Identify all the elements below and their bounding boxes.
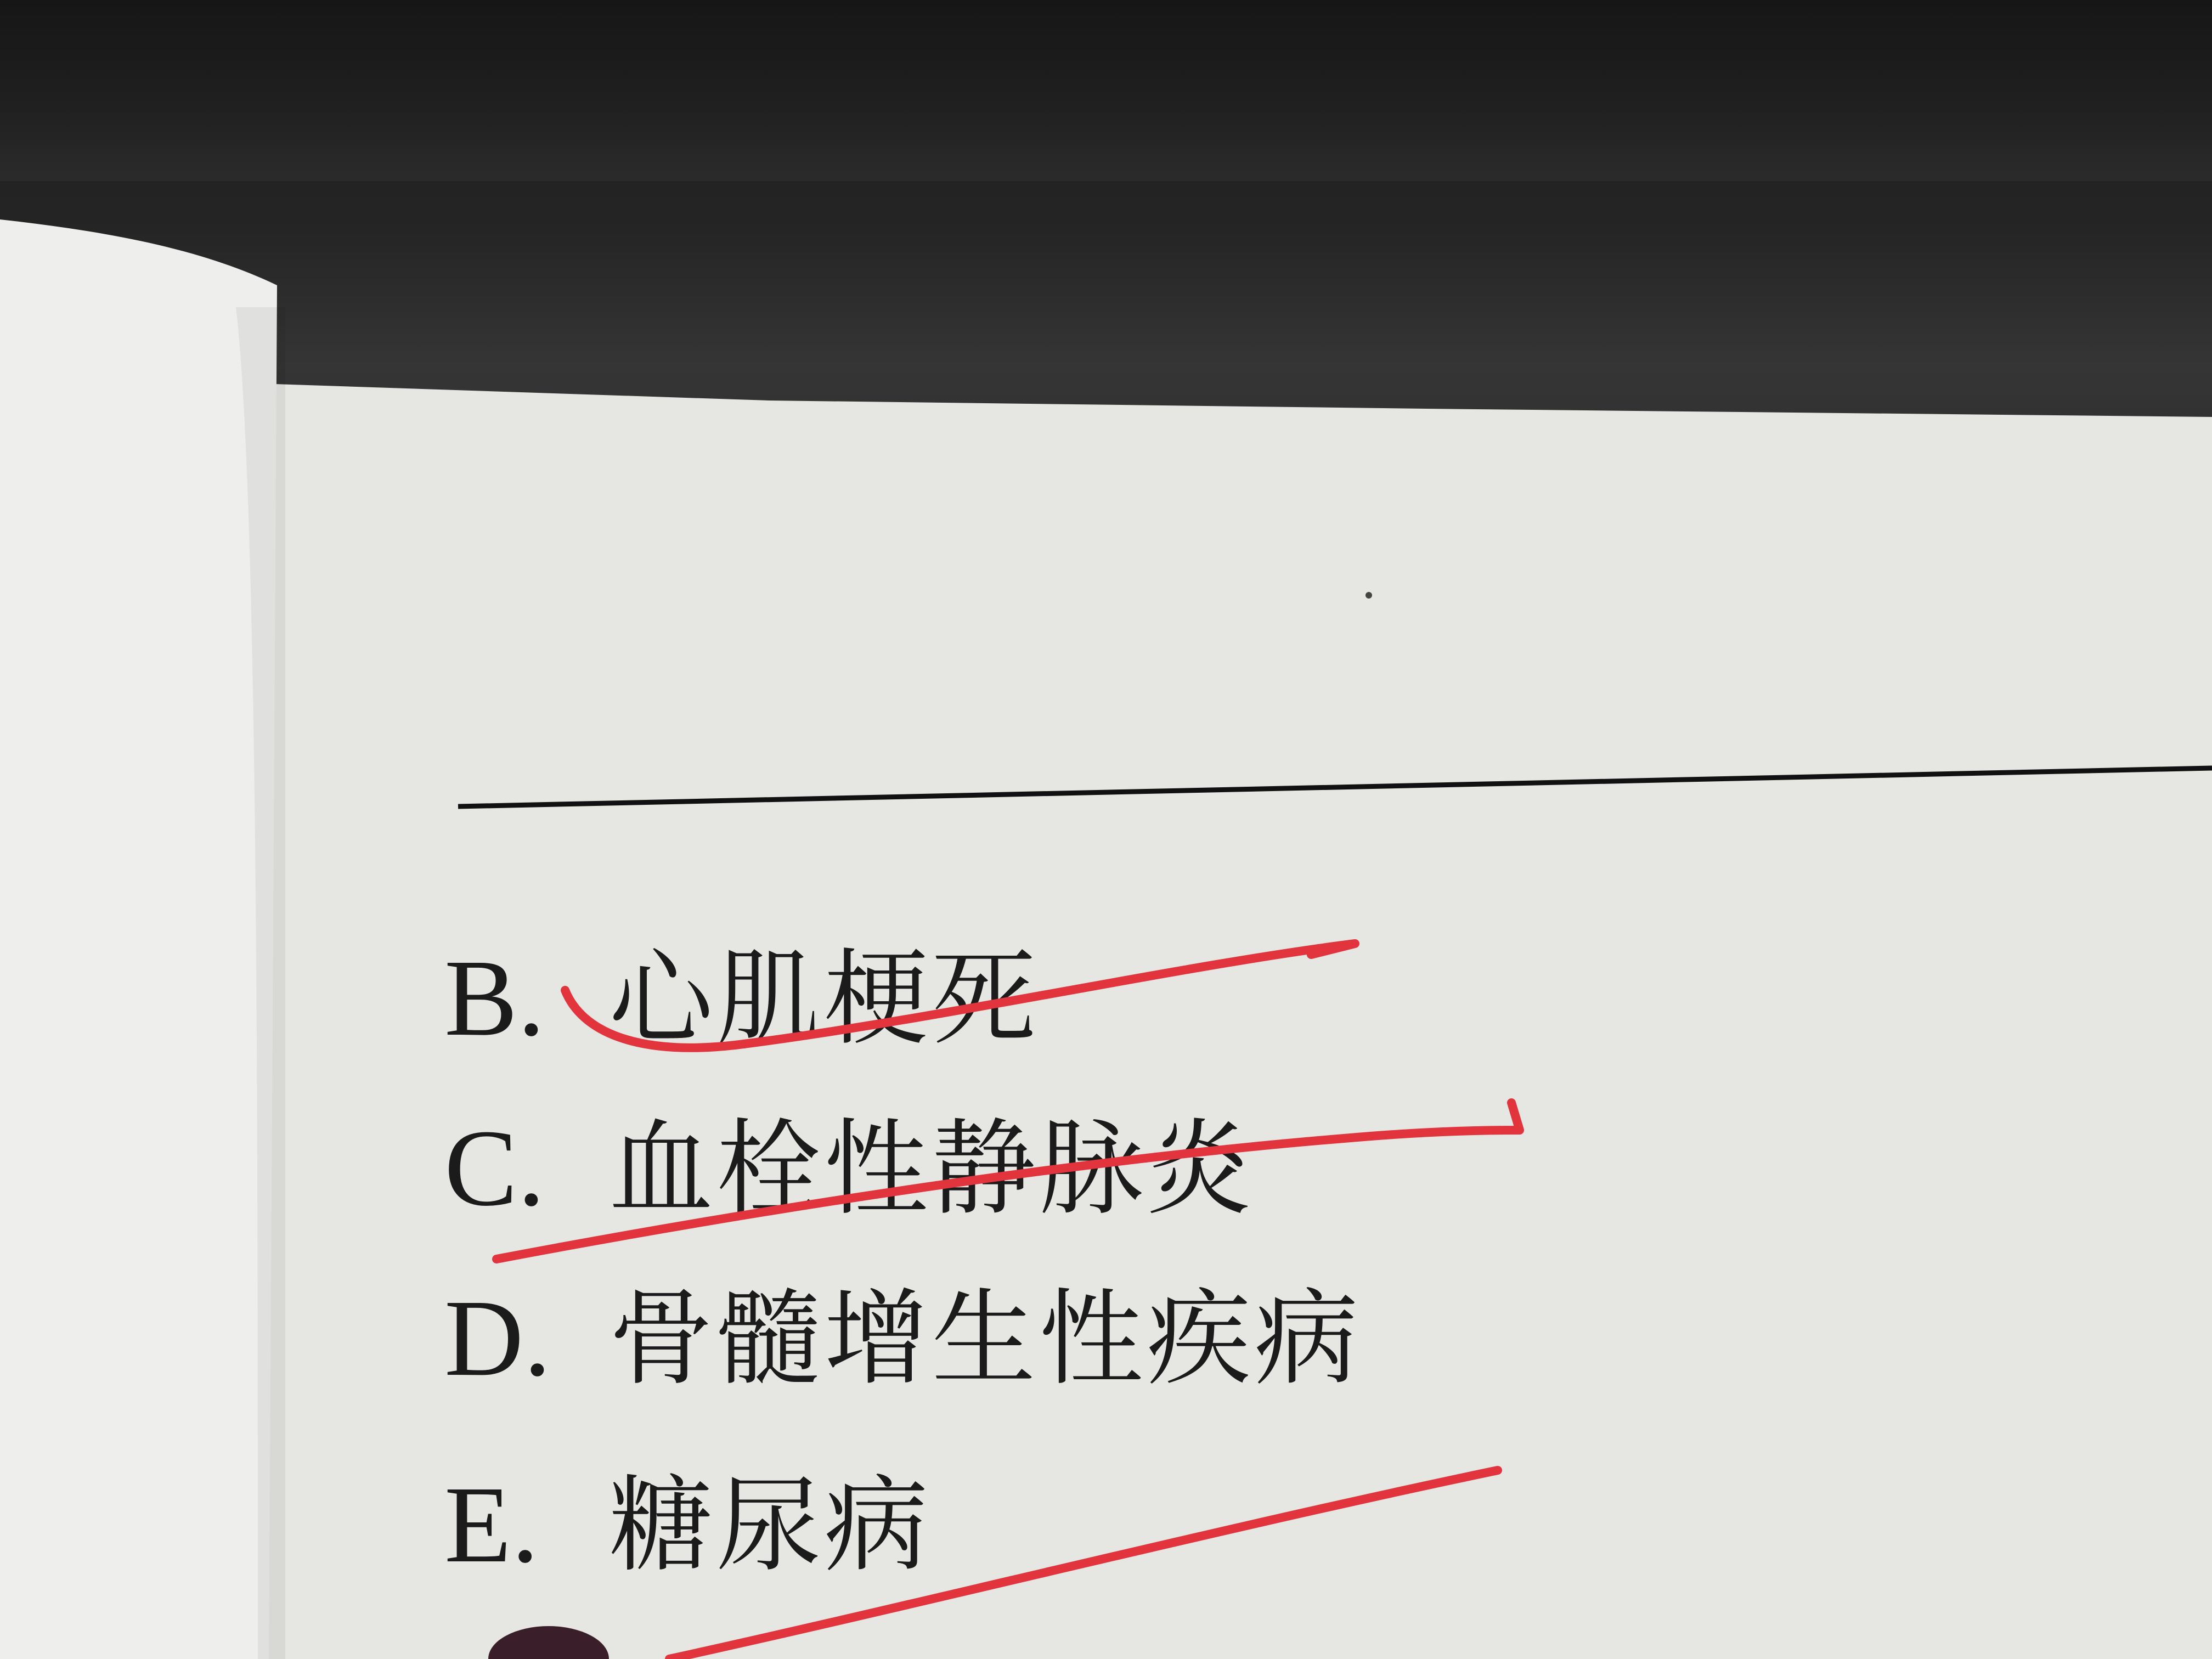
paper-curl-left [0, 219, 277, 1659]
option-b [444, 938, 1040, 1059]
option-d-letter: D. [444, 1278, 551, 1399]
option-c [444, 1108, 1255, 1229]
option-b-text: 心肌梗死 [609, 938, 1040, 1059]
option-e-text: 糖尿病 [609, 1465, 932, 1586]
option-d [444, 1278, 1362, 1400]
option-b-letter: B. [444, 938, 545, 1059]
option-e-letter: E. [444, 1464, 539, 1585]
option-d-text: 骨髓增生性疾病 [609, 1278, 1362, 1400]
paper-speck [1365, 592, 1372, 599]
option-e [444, 1464, 932, 1586]
option-c-letter: C. [444, 1108, 545, 1229]
option-c-text: 血栓性静脉炎 [609, 1108, 1255, 1229]
